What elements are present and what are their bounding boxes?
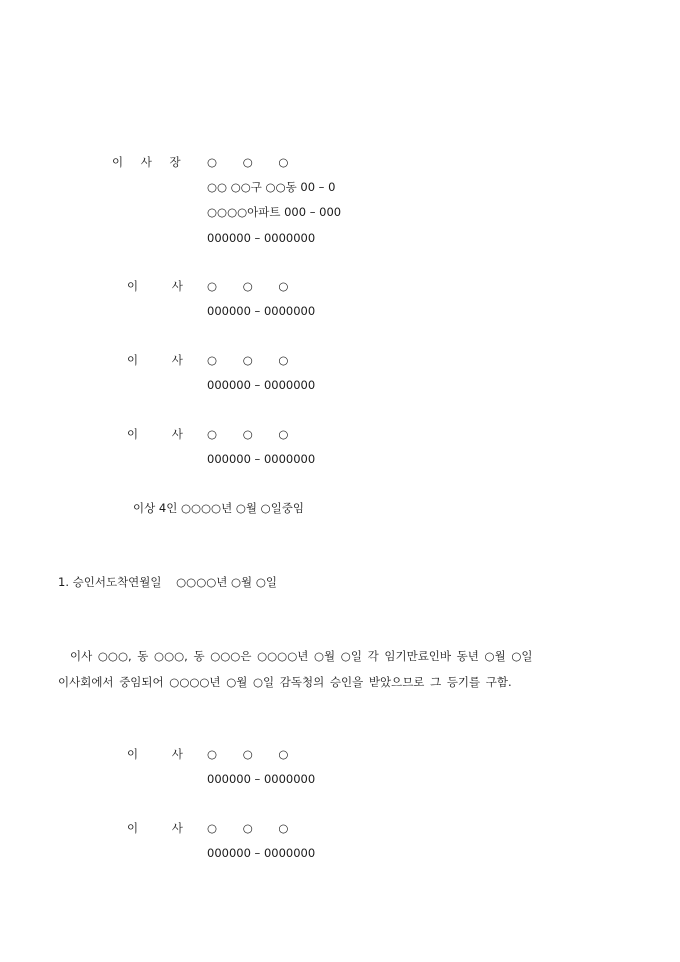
director-id-number: 000000 – 0000000 — [207, 304, 316, 318]
director-id-number: 000000 – 0000000 — [207, 452, 316, 466]
director-id-number: 000000 – 0000000 — [207, 378, 316, 392]
reappointment-summary: 이상 4인 ○○○○년 ○월 ○일중임 — [133, 501, 305, 515]
chairman-name: ○ ○ ○ — [207, 155, 289, 169]
chairman-address: ○○ ○○구 ○○동 00 – 0 — [207, 180, 336, 194]
chairman-apartment: ○○○○아파트 000 – 000 — [207, 205, 342, 219]
director-name: ○ ○ ○ — [207, 279, 289, 293]
director-name: ○ ○ ○ — [207, 353, 289, 367]
director-name: ○ ○ ○ — [207, 821, 289, 835]
director-title: 이 사 — [127, 821, 183, 835]
body-paragraph-line-2: 이사회에서 중임되어 ○○○○년 ○월 ○일 감독청의 승인을 받았으므로 그 등기를 구함. — [58, 675, 512, 689]
body-paragraph-line-1: 이사 ○○○, 동 ○○○, 동 ○○○은 ○○○○년 ○월 ○일 각 임기만료인바 동년 ○월 ○일 — [70, 649, 533, 663]
director-title: 이 사 — [127, 747, 183, 761]
director-title: 이 사 — [127, 279, 183, 293]
director-name: ○ ○ ○ — [207, 427, 289, 441]
chairman-id-number: 000000 – 0000000 — [207, 231, 316, 245]
chairman-title: 이 사 장 — [112, 155, 181, 169]
director-id-number: 000000 – 0000000 — [207, 772, 316, 786]
director-title: 이 사 — [127, 427, 183, 441]
director-id-number: 000000 – 0000000 — [207, 846, 316, 860]
director-title: 이 사 — [127, 353, 183, 367]
director-name: ○ ○ ○ — [207, 747, 289, 761]
approval-arrival-date: 1. 승인서도착연월일 ○○○○년 ○월 ○일 — [58, 575, 277, 589]
